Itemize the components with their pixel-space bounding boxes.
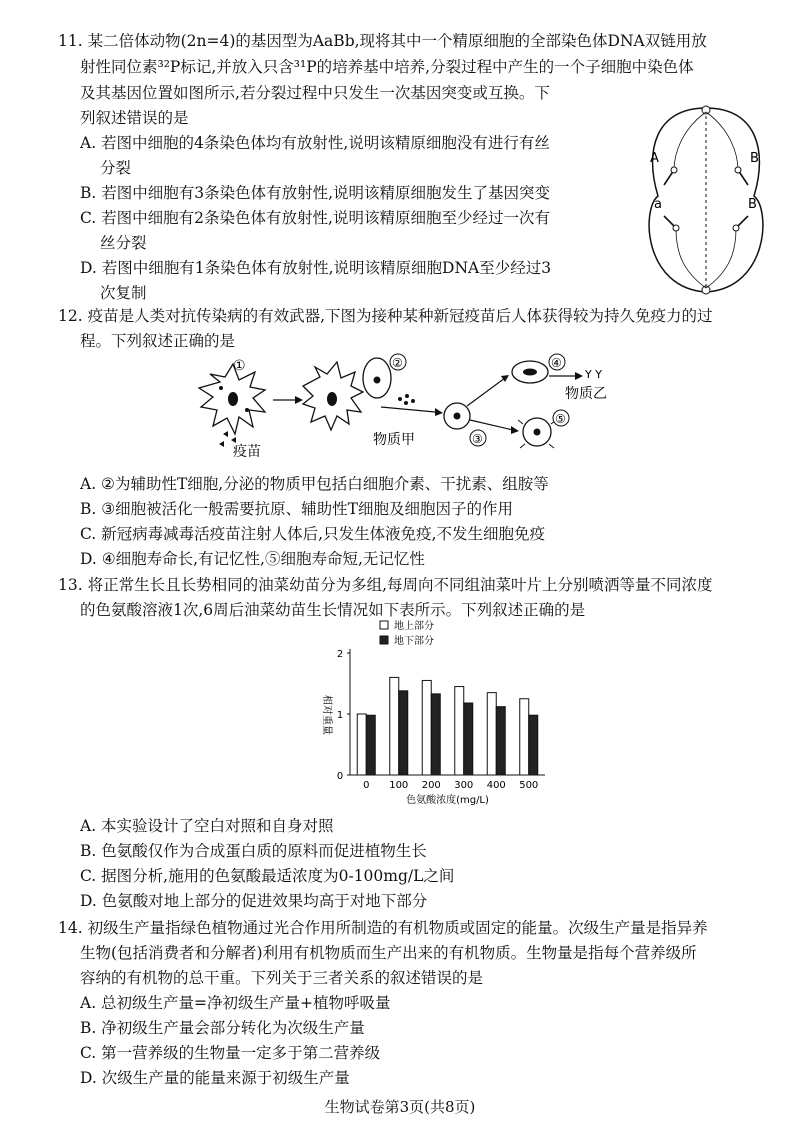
gene-label-a: a	[654, 197, 662, 212]
x-tick-label: 200	[421, 780, 441, 791]
bar	[399, 691, 408, 775]
y-tick-label: 0	[336, 771, 344, 782]
page-footer: 生物试卷第3页(共8页)	[324, 1098, 476, 1116]
q14-option-c: C. 第一营养级的生物量一定多于第二营养级	[80, 1044, 381, 1062]
bar	[422, 680, 431, 775]
x-tick-label: 100	[389, 780, 409, 791]
q12-option-c: C. 新冠病毒减毒活疫苗注射人体后,只发生体液免疫,不发生细胞免疫	[80, 525, 546, 543]
bar	[487, 693, 496, 775]
x-tick-label: 300	[454, 780, 474, 791]
q13-option-c: C. 据图分析,施用的色氨酸最适浓度为0-100mg/L之间	[80, 867, 455, 885]
q14-line: 容纳的有机物的总干重。下列关于三者关系的叙述错误的是	[80, 969, 484, 987]
q14-line: 生物(包括消费者和分解者)利用有机物质而生产出来的有机物质。生物量是指每个营养级所	[80, 944, 697, 962]
q14-option-a: A. 总初级生产量=净初级生产量+植物呼吸量	[80, 994, 391, 1012]
x-tick-label: 400	[486, 780, 506, 791]
label-3: ③	[472, 432, 483, 446]
q12-immune-figure	[195, 352, 625, 470]
label-2: ②	[392, 356, 403, 370]
q13-line: 的色氨酸溶液1次,6周后油菜幼苗生长情况如下表所示。下列叙述正确的是	[80, 601, 586, 619]
gene-label-B: B	[748, 197, 757, 212]
bar	[464, 703, 473, 775]
y-axis-label: 相对重量	[321, 695, 332, 735]
legend-swatch	[380, 636, 388, 644]
q11-line: 11. 某二倍体动物(2n=4)的基因型为AaBb,现将其中一个精原细胞的全部染色体DNA双链用放	[58, 32, 707, 50]
q11-option-d: D. 若图中细胞有1条染色体有放射性,说明该精原细胞DNA至少经过3	[80, 259, 552, 277]
q12-line: 程。下列叙述正确的是	[80, 332, 236, 350]
q11-option-c: C. 若图中细胞有2条染色体有放射性,说明该精原细胞至少经过一次有	[80, 209, 550, 227]
q12-line: 12. 疫苗是人类对抗传染病的有效武器,下图为接种某种新冠疫苗后人体获得较为持久免疫力的过	[58, 307, 713, 325]
bar	[390, 677, 399, 775]
bar	[431, 694, 440, 775]
bar	[366, 715, 375, 775]
substance-b-label: 物质乙	[565, 386, 607, 402]
q11-cell-figure	[636, 100, 776, 300]
q13-bar-chart	[300, 615, 560, 805]
q13-line: 13. 将正常生长且长势相同的油菜幼苗分为多组,每周向不同组油菜叶片上分别喷洒等量不同浓度	[58, 576, 713, 594]
q14-option-d: D. 次级生产量的能量来源于初级生产量	[80, 1069, 350, 1087]
q11-option-a: A. 若图中细胞的4条染色体均有放射性,说明该精原细胞没有进行有丝	[80, 134, 550, 152]
bar	[496, 707, 505, 775]
vaccine-label: 疫苗	[233, 444, 261, 460]
q11-option-c-cont: 丝分裂	[100, 234, 147, 252]
label-4: ④	[551, 356, 562, 370]
q12-option-a: A. ②为辅助性T细胞,分泌的物质甲包括白细胞介素、干扰素、组胺等	[80, 475, 549, 493]
label-5: ⑤	[555, 412, 566, 426]
q11-option-d-cont: 次复制	[100, 284, 147, 302]
legend-label: 地下部分	[394, 636, 434, 647]
gene-label-B: B	[750, 151, 759, 166]
q11-line: 射性同位素³²P标记,并放入只含³¹P的培养基中培养,分裂过程中产生的一个子细胞中染色体	[80, 58, 694, 76]
legend-swatch	[380, 621, 388, 629]
q13-option-a: A. 本实验设计了空白对照和自身对照	[80, 817, 334, 835]
q11-line: 列叙述错误的是	[80, 109, 189, 127]
bar	[529, 715, 538, 775]
q12-option-b: B. ③细胞被活化一般需要抗原、辅助性T细胞及细胞因子的作用	[80, 500, 513, 518]
gene-label-A: A	[650, 151, 659, 166]
x-axis-label: 色氨酸浓度(mg/L)	[406, 795, 489, 805]
y-tick-label: 1	[336, 710, 344, 721]
antibody-icon: Y Y	[585, 368, 602, 381]
q11-option-a-cont: 分裂	[100, 159, 132, 177]
substance-a-label: 物质甲	[373, 432, 415, 448]
q11-option-b: B. 若图中细胞有3条染色体有放射性,说明该精原细胞发生了基因突变	[80, 184, 551, 202]
q11-line: 及其基因位置如图所示,若分裂过程中只发生一次基因突变或互换。下	[80, 84, 550, 102]
q14-line: 14. 初级生产量指绿色植物通过光合作用所制造的有机物质或固定的能量。次级生产量是指异养	[58, 919, 708, 937]
label-1: ①	[233, 358, 246, 374]
bar	[520, 699, 529, 775]
q13-option-b: B. 色氨酸仅作为合成蛋白质的原料而促进植物生长	[80, 842, 427, 860]
legend-label: 地上部分	[394, 621, 434, 632]
x-tick-label: 0	[363, 780, 370, 791]
q13-option-d: D. 色氨酸对地上部分的促进效果均高于对地下部分	[80, 892, 428, 910]
y-tick-label: 2	[336, 649, 344, 660]
q12-option-d: D. ④细胞寿命长,有记忆性,⑤细胞寿命短,无记忆性	[80, 550, 425, 568]
bar	[455, 687, 464, 775]
bar	[357, 714, 366, 775]
q14-option-b: B. 净初级生产量会部分转化为次级生产量	[80, 1019, 365, 1037]
x-tick-label: 500	[519, 780, 539, 791]
